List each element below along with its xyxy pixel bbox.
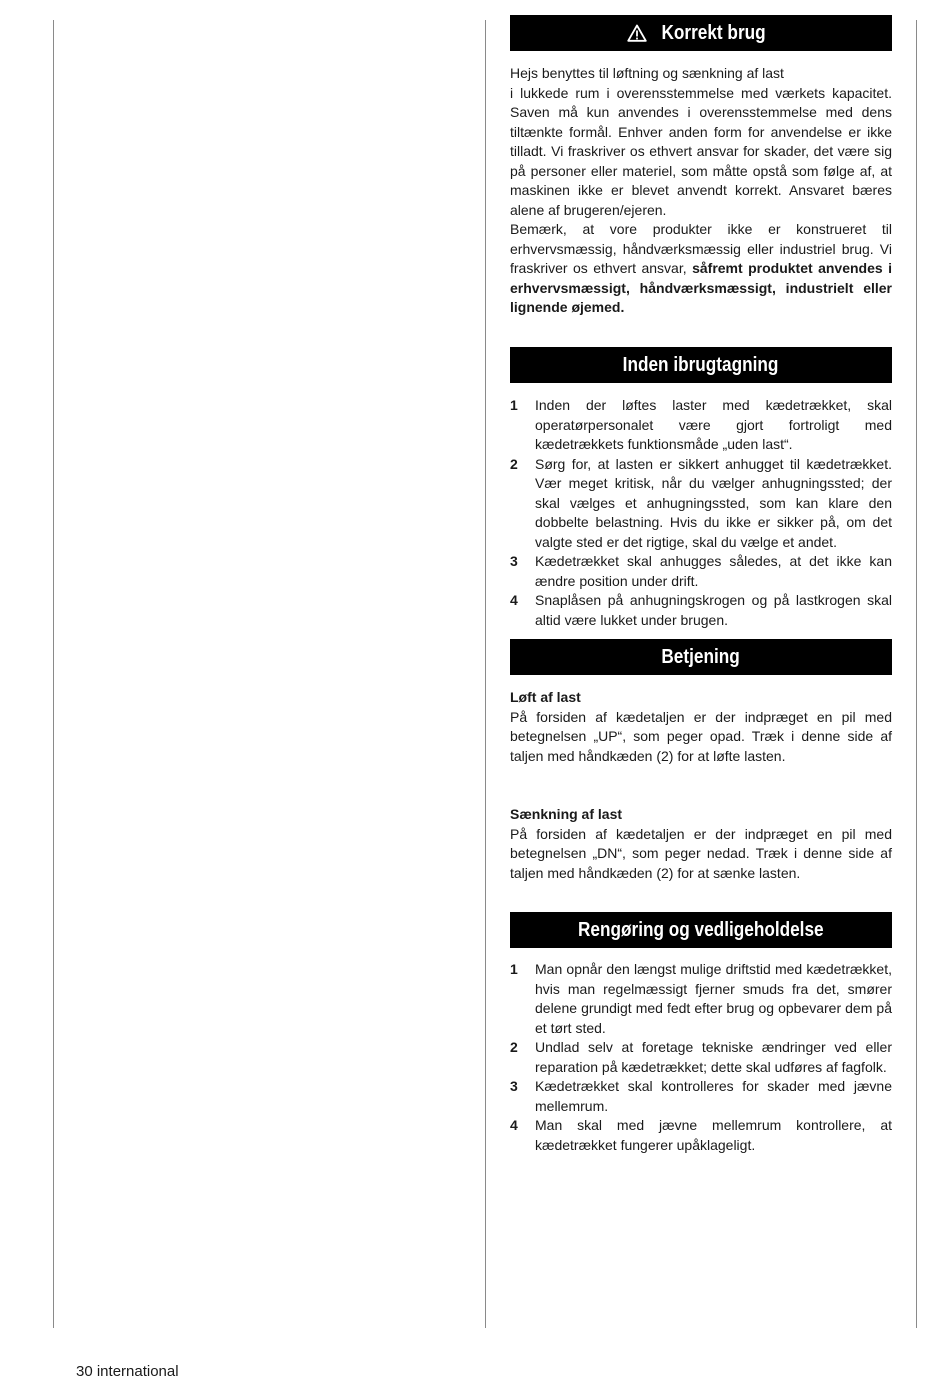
list-item bbox=[510, 396, 892, 455]
section-header-korrekt-brug bbox=[510, 15, 892, 51]
paragraph-text: Bemærk, at vore produkter ikke er konstrueret til erhvervsmæssig, håndværksmæssig eller industriel brug. Vi fraskriver os ethvert ansvar, bbox=[510, 221, 892, 276]
list-text: Kædetrækket skal kontrolleres for skader med jævne mellemrum. bbox=[535, 1078, 892, 1114]
list-item bbox=[510, 1116, 892, 1155]
list-text: Sørg for, at lasten er sikkert anhugget til kædetrækket. Vær meget kritisk, når du vælger anhugningssted; der skal vælges et anhugningssted, som kan klare den dobbelte belastning. Hvis du ikke er sikker på, om det valgte sted er det rigtige, skal du vælge et andet. bbox=[535, 455, 892, 550]
section-header-inden-ibrugtagning bbox=[510, 347, 892, 383]
inden-ibrugtagning-list bbox=[510, 396, 892, 630]
paragraph: På forsiden af kædetaljen er der indpræget en pil med betegnelsen „DN“, som peger nedad. Træk i denne side af taljen med håndkæden (2) for at sænke lasten. bbox=[510, 825, 892, 881]
list-number: 4 bbox=[510, 592, 518, 608]
column-divider-left bbox=[53, 20, 54, 1328]
list-text: Inden der løftes laster med kædetrækket, skal operatørpersonalet være gjort fortroligt med kædetrækkets funktionsmåde „uden last“. bbox=[535, 397, 892, 452]
section-title: Korrekt brug bbox=[661, 21, 767, 44]
subheading: Løft af last bbox=[510, 689, 581, 705]
list-number: 2 bbox=[510, 1039, 518, 1055]
paragraph: i lukkede rum i overensstemmelse med værkets kapacitet. Saven må kun anvendes i overensstemmelse med dens tiltænkte formål. Enhver anden form for anvendelse er ikke tilladt. Vi fraskriver os ethvert ansvar for skader, det være sig på personer eller materiel, som måtte opstå som følge af, at maskinen ikke er blevet anvendt korrekt. Ansvaret bæres alene af brugeren/ejeren. bbox=[510, 84, 892, 218]
warning-triangle-icon bbox=[627, 24, 647, 42]
section-header-rengoering bbox=[510, 912, 892, 948]
list-item bbox=[510, 1038, 892, 1077]
rengoering-list bbox=[510, 960, 892, 1155]
list-text: Kædetrækket skal anhugges således, at det ikke kan ændre position under drift. bbox=[535, 553, 892, 589]
list-number: 2 bbox=[510, 455, 518, 472]
korrekt-brug-body bbox=[510, 64, 892, 318]
list-item bbox=[510, 591, 892, 630]
column-divider-middle bbox=[485, 20, 486, 1328]
page-footer: 30 international bbox=[76, 1363, 179, 1380]
betjening-saenkning bbox=[510, 805, 892, 883]
list-text: Man opnår den længst mulige driftstid med kædetrækket, hvis man regelmæssigt fjerner smuds fra det, smører delene grundigt med fedt efter brug og opbevarer dem på et tørt sted. bbox=[535, 961, 892, 1036]
section-header-betjening bbox=[510, 639, 892, 675]
paragraph-bold-text: såfremt produktet anvendes i erhvervsmæssigt, håndværksmæssigt, industrielt eller lignende øjemed. bbox=[510, 260, 893, 315]
section-title: Rengøring og vedligeholdelse bbox=[578, 918, 824, 941]
paragraph: På forsiden af kædetaljen er der indpræget en pil med betegnelsen „UP“, som peger opad. Træk i denne side af taljen med håndkæden (2) for at løfte lasten. bbox=[510, 708, 892, 764]
list-text: Snaplåsen på anhugningskrogen og på lastkrogen skal altid være lukket under brugen. bbox=[535, 592, 892, 628]
section-title: Betjening bbox=[661, 645, 741, 668]
list-item bbox=[510, 552, 892, 591]
list-item bbox=[510, 1077, 892, 1116]
paragraph: Hejs benyttes til løftning og sænkning af last bbox=[510, 65, 784, 81]
list-number: 1 bbox=[510, 961, 518, 977]
list-text: Man skal med jævne mellemrum kontrollere, at kædetrækket fungerer upåklageligt. bbox=[535, 1117, 892, 1153]
betjening-loeft bbox=[510, 688, 892, 766]
list-number: 3 bbox=[510, 553, 518, 569]
list-number: 1 bbox=[510, 397, 518, 413]
list-number: 3 bbox=[510, 1078, 518, 1094]
subheading: Sænkning af last bbox=[510, 806, 623, 822]
list-item bbox=[510, 455, 892, 553]
paragraph bbox=[510, 220, 892, 318]
column-divider-right bbox=[916, 20, 917, 1328]
list-text: Undlad selv at foretage tekniske ændringer ved eller reparation på kædetrækket; dette skal udføres af fagfolk. bbox=[535, 1039, 892, 1075]
list-item bbox=[510, 960, 892, 1038]
list-number: 4 bbox=[510, 1117, 518, 1133]
section-title: Inden ibrugtagning bbox=[623, 353, 779, 376]
